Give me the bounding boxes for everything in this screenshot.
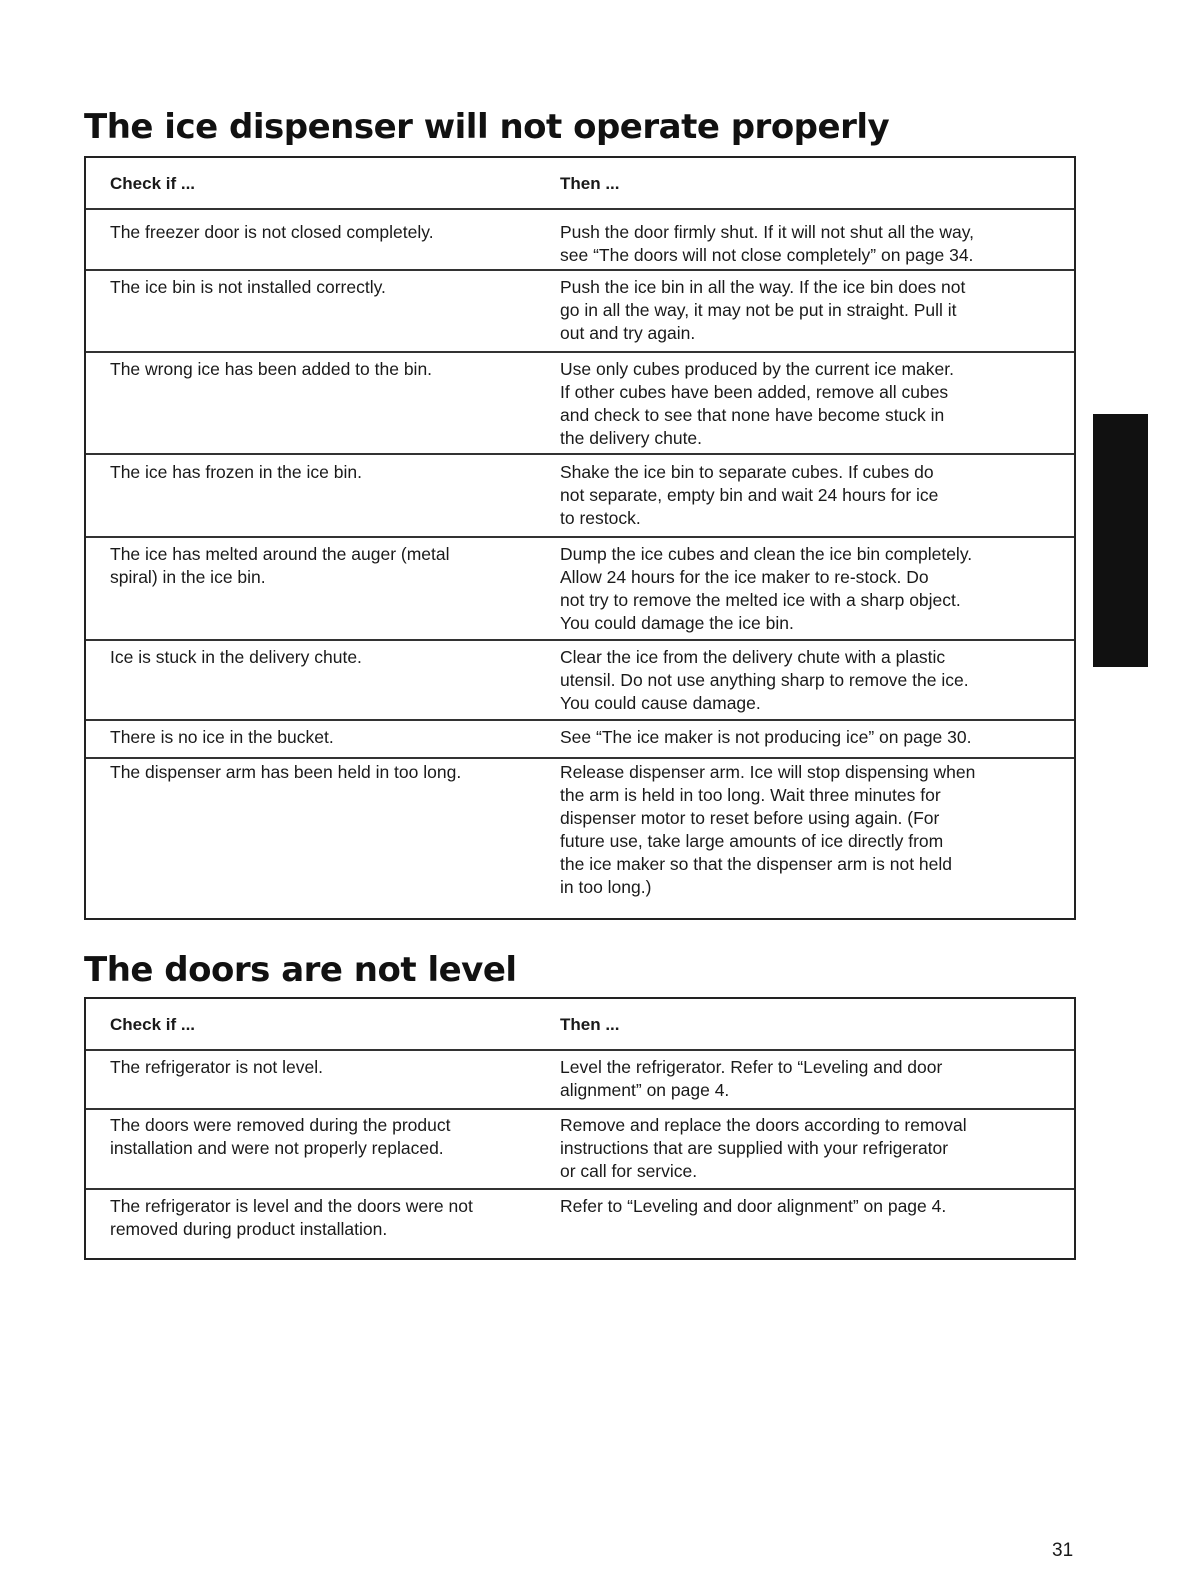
- table-header-row: [86, 158, 1074, 210]
- check-cell: Ice is stuck in the delivery chute.: [110, 647, 362, 667]
- section-title-ice-dispenser: The ice dispenser will not operate properly: [84, 107, 890, 147]
- table-row: [86, 759, 1074, 918]
- then-cell: Clear the ice from the delivery chute with a plastic utensil. Do not use anything sharp to remove the ice. You could cause damage.: [560, 647, 969, 713]
- then-cell: Release dispenser arm. Ice will stop dispensing when the arm is held in too long. Wait three minutes for dispenser motor to reset before using again. (For future use, take large amounts of ice directly from the ice maker so that the dispenser arm is not held in too long.): [560, 762, 976, 897]
- table-row: [86, 1051, 1074, 1110]
- then-cell: Remove and replace the doors according to removal instructions that are supplied with your refrigerator or call for service.: [560, 1115, 967, 1181]
- then-cell: See “The ice maker is not producing ice” on page 30.: [560, 727, 972, 747]
- check-cell: The ice has frozen in the ice bin.: [110, 462, 362, 482]
- check-cell: The wrong ice has been added to the bin.: [110, 359, 433, 379]
- table-row: [86, 455, 1074, 538]
- doors-level-table: [84, 997, 1076, 1260]
- table-row: [86, 353, 1074, 455]
- table-row: [86, 1190, 1074, 1258]
- then-header: Then ...: [560, 173, 620, 193]
- check-if-header: Check if ...: [110, 173, 196, 193]
- then-cell: Dump the ice cubes and clean the ice bin completely. Allow 24 hours for the ice maker to re-stock. Do not try to remove the melted ice with a sharp object. You could damage the ice bin.: [560, 544, 973, 633]
- then-cell: Refer to “Leveling and door alignment” on page 4.: [560, 1196, 947, 1216]
- check-cell: The refrigerator is level and the doors were not removed during product installation.: [110, 1196, 473, 1239]
- table-row: [86, 721, 1074, 759]
- check-cell: The ice bin is not installed correctly.: [110, 277, 386, 297]
- table-row: [86, 641, 1074, 721]
- table-row: [86, 210, 1074, 271]
- check-cell: The freezer door is not closed completely.: [110, 222, 434, 242]
- then-cell: Shake the ice bin to separate cubes. If cubes do not separate, empty bin and wait 24 hours for ice to restock.: [560, 462, 939, 528]
- section-side-tab: [1093, 414, 1148, 667]
- check-cell: The refrigerator is not level.: [110, 1057, 324, 1077]
- then-cell: Use only cubes produced by the current ice maker. If other cubes have been added, remove all cubes and check to see that none have become stuck in the delivery chute.: [560, 359, 954, 448]
- then-cell: Push the door firmly shut. If it will not shut all the way, see “The doors will not close completely” on page 34.: [560, 222, 975, 265]
- table-row: [86, 1110, 1074, 1190]
- table-row: [86, 271, 1074, 353]
- then-header: Then ...: [560, 1014, 620, 1034]
- page-number: 31: [1052, 1540, 1074, 1561]
- table-header-row: [86, 999, 1074, 1051]
- check-if-header: Check if ...: [110, 1014, 196, 1034]
- table-row: [86, 538, 1074, 641]
- check-cell: There is no ice in the bucket.: [110, 727, 334, 747]
- then-cell: Push the ice bin in all the way. If the ice bin does not go in all the way, it may not be put in straight. Pull it out and try again.: [560, 277, 966, 343]
- section-title-doors-not-level: The doors are not level: [84, 950, 517, 990]
- check-cell: The dispenser arm has been held in too long.: [110, 762, 462, 782]
- check-cell: The ice has melted around the auger (metal spiral) in the ice bin.: [110, 544, 450, 587]
- check-cell: The doors were removed during the product installation and were not properly replaced.: [110, 1115, 451, 1158]
- ice-dispenser-table: [84, 156, 1076, 920]
- then-cell: Level the refrigerator. Refer to “Leveling and door alignment” on page 4.: [560, 1057, 943, 1100]
